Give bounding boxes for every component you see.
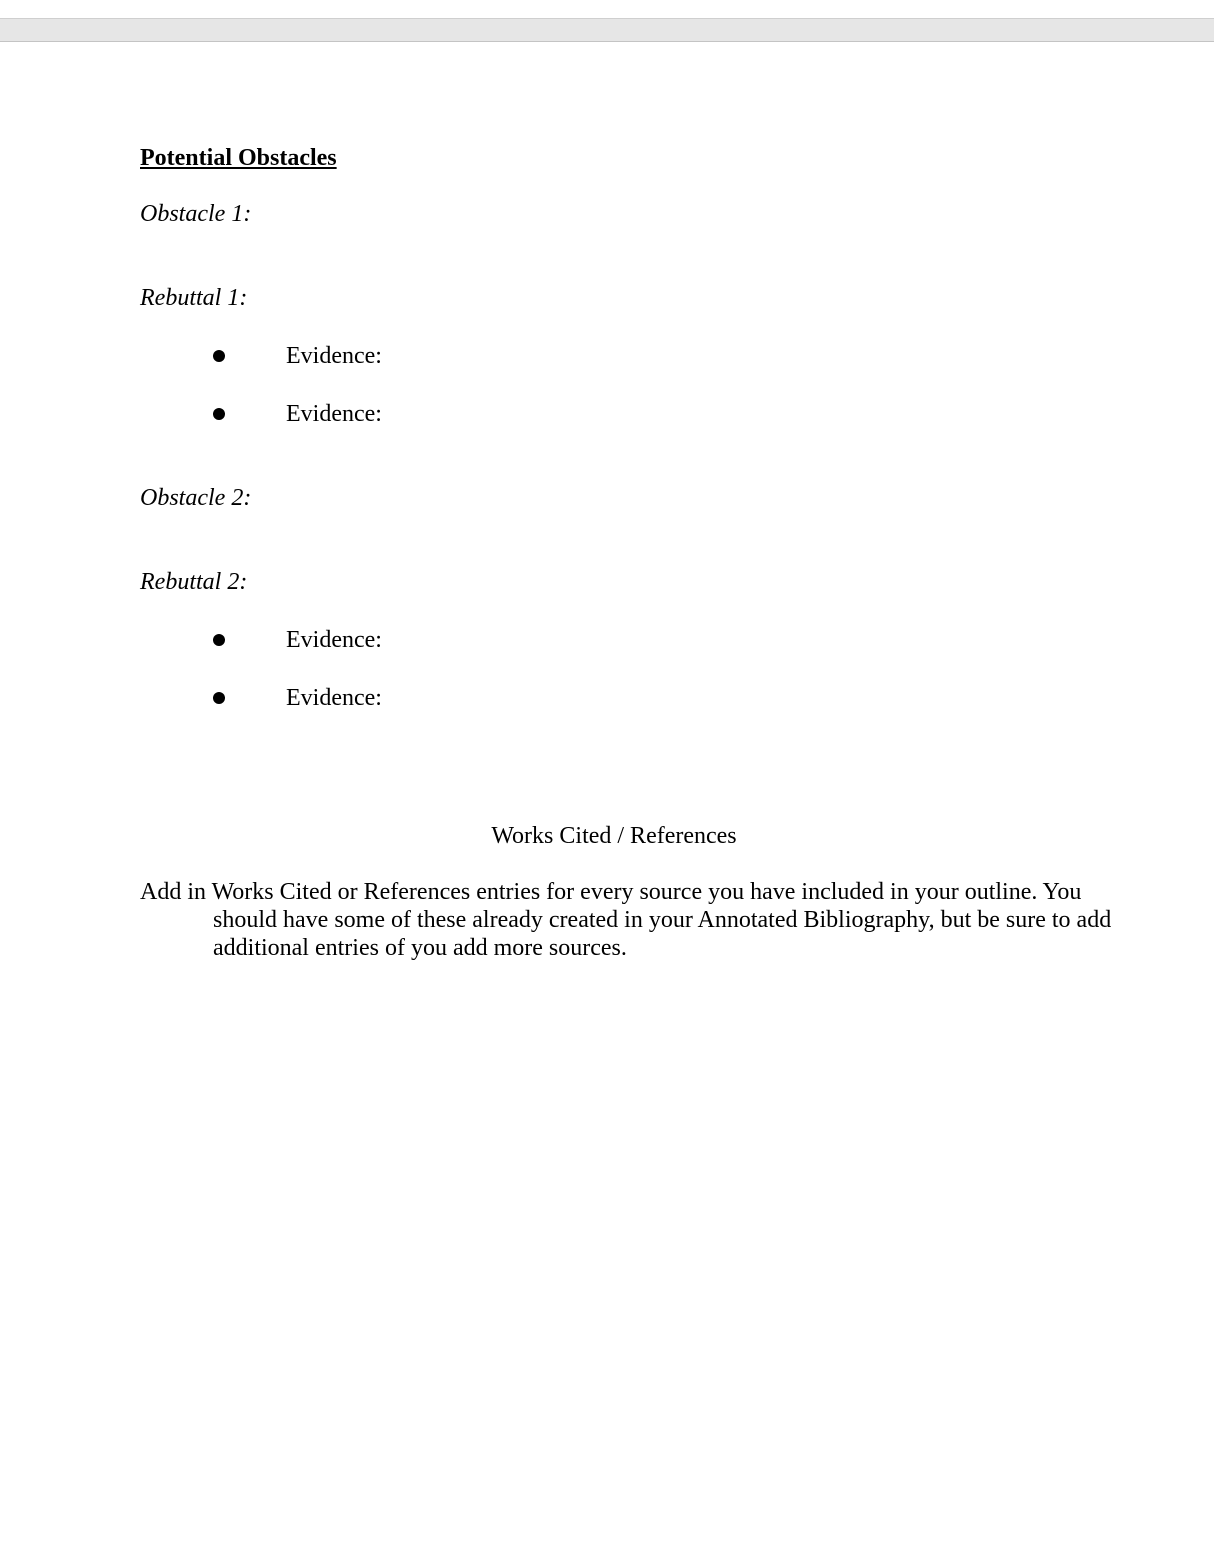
window-top-strip <box>0 0 1214 18</box>
obstacle-1-label: Obstacle 1: <box>140 201 252 227</box>
obstacle-2-label: Obstacle 2: <box>140 485 252 511</box>
bullet-icon <box>213 692 225 704</box>
rebuttal-1-evidence-1: Evidence: <box>286 343 382 369</box>
document-page <box>0 43 1214 1558</box>
rebuttal-2-evidence-1: Evidence: <box>286 627 382 653</box>
bullet-icon <box>213 634 225 646</box>
bullet-icon <box>213 350 225 362</box>
rebuttal-1-evidence-2: Evidence: <box>286 401 382 427</box>
section-heading-potential-obstacles: Potential Obstacles <box>140 145 337 171</box>
works-cited-title: Works Cited / References <box>491 823 737 849</box>
rebuttal-2-label: Rebuttal 2: <box>140 569 248 595</box>
bullet-icon <box>213 408 225 420</box>
page-separator <box>0 18 1214 42</box>
rebuttal-2-evidence-2: Evidence: <box>286 685 382 711</box>
works-cited-paragraph: Add in Works Cited or References entries for every source you have included in your outline. You should have some of these already created in your Annotated Bibliography, but be sure to add additional entries of you add more sources. <box>140 879 1112 961</box>
rebuttal-1-label: Rebuttal 1: <box>140 285 248 311</box>
